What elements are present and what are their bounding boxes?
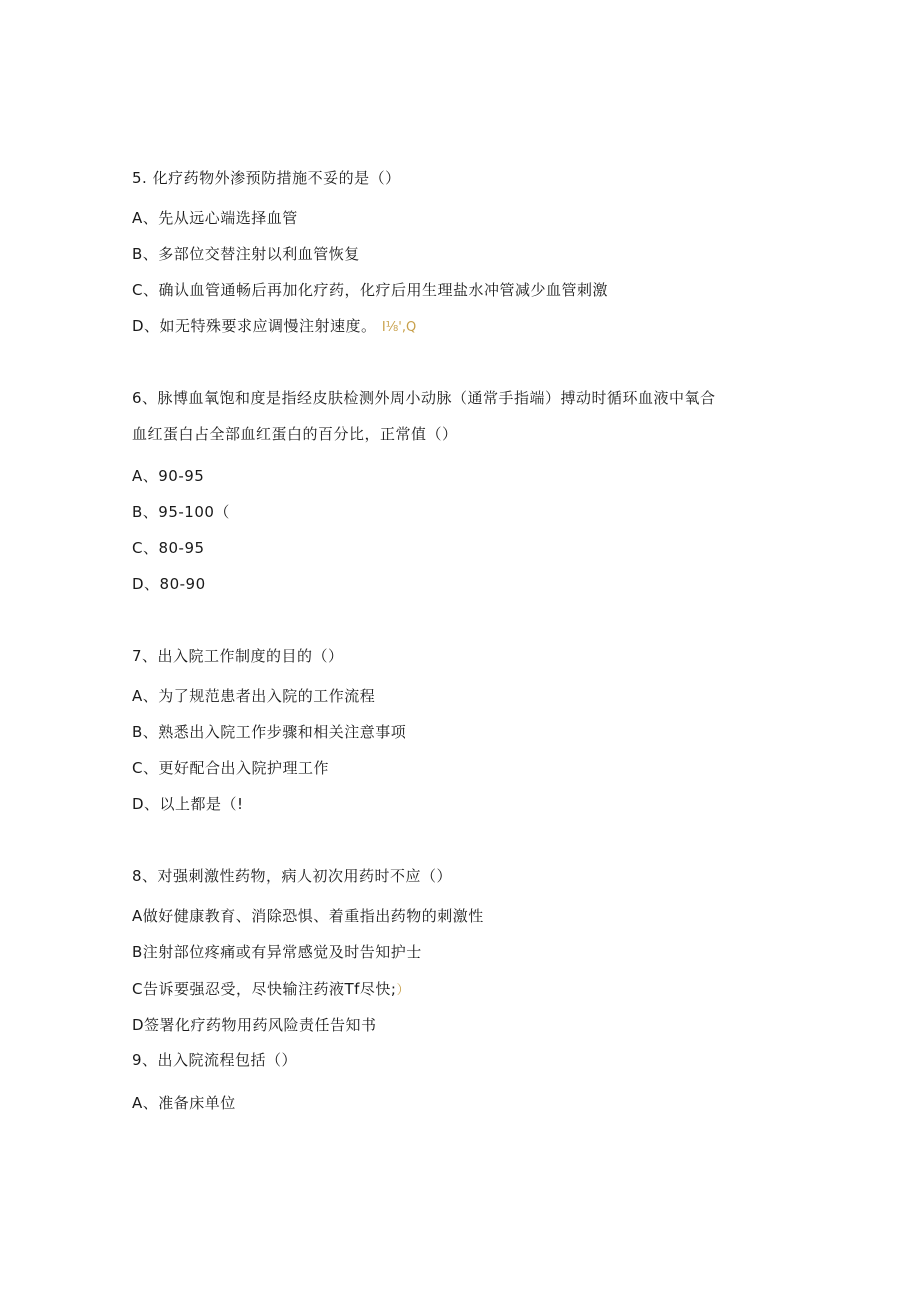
question-9-option-a: A、准备床单位 — [132, 1094, 236, 1112]
scan-artifact-mark: I⅛',Q — [381, 320, 417, 335]
question-9-stem: 9、出入院流程包括（） — [132, 1051, 298, 1069]
question-7-option-c: C、更好配合出入院护理工作 — [132, 759, 329, 777]
question-8-option-a: A做好健康教育、消除恐惧、着重指出药物的刺激性 — [132, 907, 484, 925]
question-6-option-c: C、80-95 — [132, 539, 205, 557]
question-6-option-a: A、90-95 — [132, 467, 205, 485]
question-7-option-d: D、以上都是（! — [132, 795, 244, 813]
question-5-stem: 5. 化疗药物外渗预防措施不妥的是（） — [132, 169, 401, 187]
question-6-option-d: D、80-90 — [132, 575, 206, 593]
question-5-option-a: A、先从远心端选择血管 — [132, 209, 298, 227]
question-8-option-d: D签署化疗药物用药风险责任告知书 — [132, 1016, 377, 1034]
question-5-option-d — [132, 316, 416, 338]
question-7-option-b: B、熟悉出入院工作步骤和相关注意事项 — [132, 723, 407, 741]
question-8-option-b: B注射部位疼痛或有异常感觉及时告知护士 — [132, 943, 422, 961]
question-8-option-c — [132, 979, 410, 1001]
question-8-option-c-text: C告诉要强忍受，尽快输注药液Tf尽快; — [132, 980, 397, 998]
question-6-stem-line-2: 血红蛋白占全部血红蛋白的百分比，正常值（） — [132, 425, 458, 443]
question-6-option-b: B、95-100（ — [132, 503, 230, 521]
scan-artifact-paren: ） — [396, 983, 410, 998]
question-6-stem-line-1: 6、脉博血氧饱和度是指经皮肤检测外周小动脉（通常手指端）搏动时循环血液中氧合 — [132, 389, 716, 407]
question-7-stem: 7、出入院工作制度的目的（） — [132, 647, 344, 665]
question-8-stem: 8、对强刺激性药物，病人初次用药时不应（） — [132, 867, 453, 885]
question-7-option-a: A、为了规范患者出入院的工作流程 — [132, 687, 376, 705]
question-5-option-b: B、多部位交替注射以利血管恢复 — [132, 245, 360, 263]
question-5-option-c: C、确认血管通畅后再加化疗药，化疗后用生理盐水冲管减少血管刺激 — [132, 281, 608, 299]
question-5-option-d-text: D、如无特殊要求应调慢注射速度。 — [132, 317, 377, 335]
